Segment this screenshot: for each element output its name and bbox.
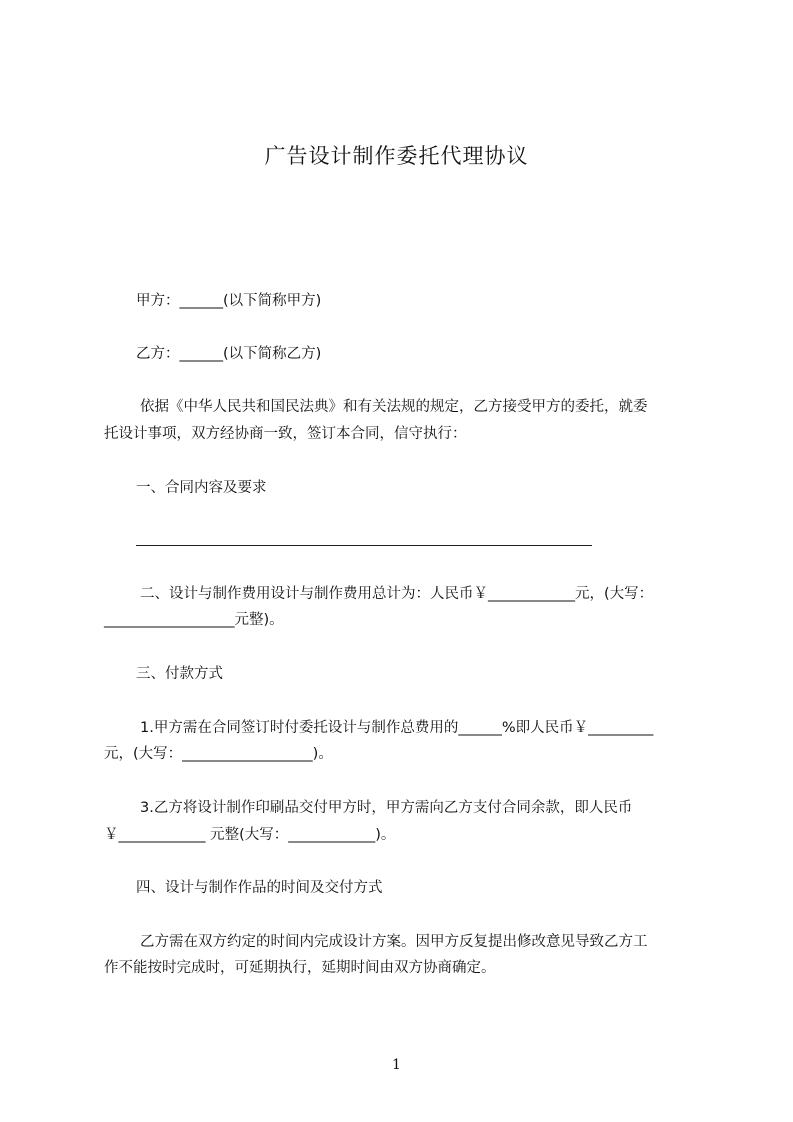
section-2-line-2: __________________元整)。 (104, 612, 284, 628)
payment-item-3-line-1: 3.乙方将设计制作印刷品交付甲方时，甲方需向乙方支付合同余款，即人民币 (140, 800, 633, 816)
section-2-line-1: 二、设计与制作费用设计与制作费用总计为：人民币￥____________元，(大写： (140, 586, 654, 602)
section-3-heading: 三、付款方式 (136, 666, 223, 682)
payment-item-1-line-2: 元，(大写：__________________)。 (104, 746, 333, 762)
preamble-line-2: 托设计事项，双方经协商一致，签订本合同，信守执行： (104, 426, 467, 442)
payment-item-3-line-2: ￥____________ 元整(大写：____________)。 (104, 827, 396, 843)
preamble-line-1: 依据《中华人民共和国民法典》和有关法规的规定，乙方接受甲方的委托，就委 (140, 399, 648, 415)
section-4-paragraph-line-1: 乙方需在双方约定的时间内完成设计方案。因甲方反复提出修改意见导致乙方工 (140, 934, 648, 950)
party-b-line: 乙方：______(以下简称乙方) (136, 346, 322, 362)
contract-content-blank-line (136, 545, 592, 546)
section-1-heading: 一、合同内容及要求 (136, 480, 267, 496)
payment-item-1-line-1: 1.甲方需在合同签订时付委托设计与制作总费用的______%即人民币￥_________ (140, 720, 654, 736)
document-title: 广告设计制作委托代理协议 (264, 144, 529, 168)
section-4-heading: 四、设计与制作作品的时间及交付方式 (136, 880, 383, 896)
section-4-paragraph-line-2: 作不能按时完成时，可延期执行，延期时间由双方协商确定。 (104, 960, 496, 976)
page-number: 1 (392, 1057, 401, 1073)
party-a-line: 甲方：______(以下简称甲方) (136, 293, 322, 309)
